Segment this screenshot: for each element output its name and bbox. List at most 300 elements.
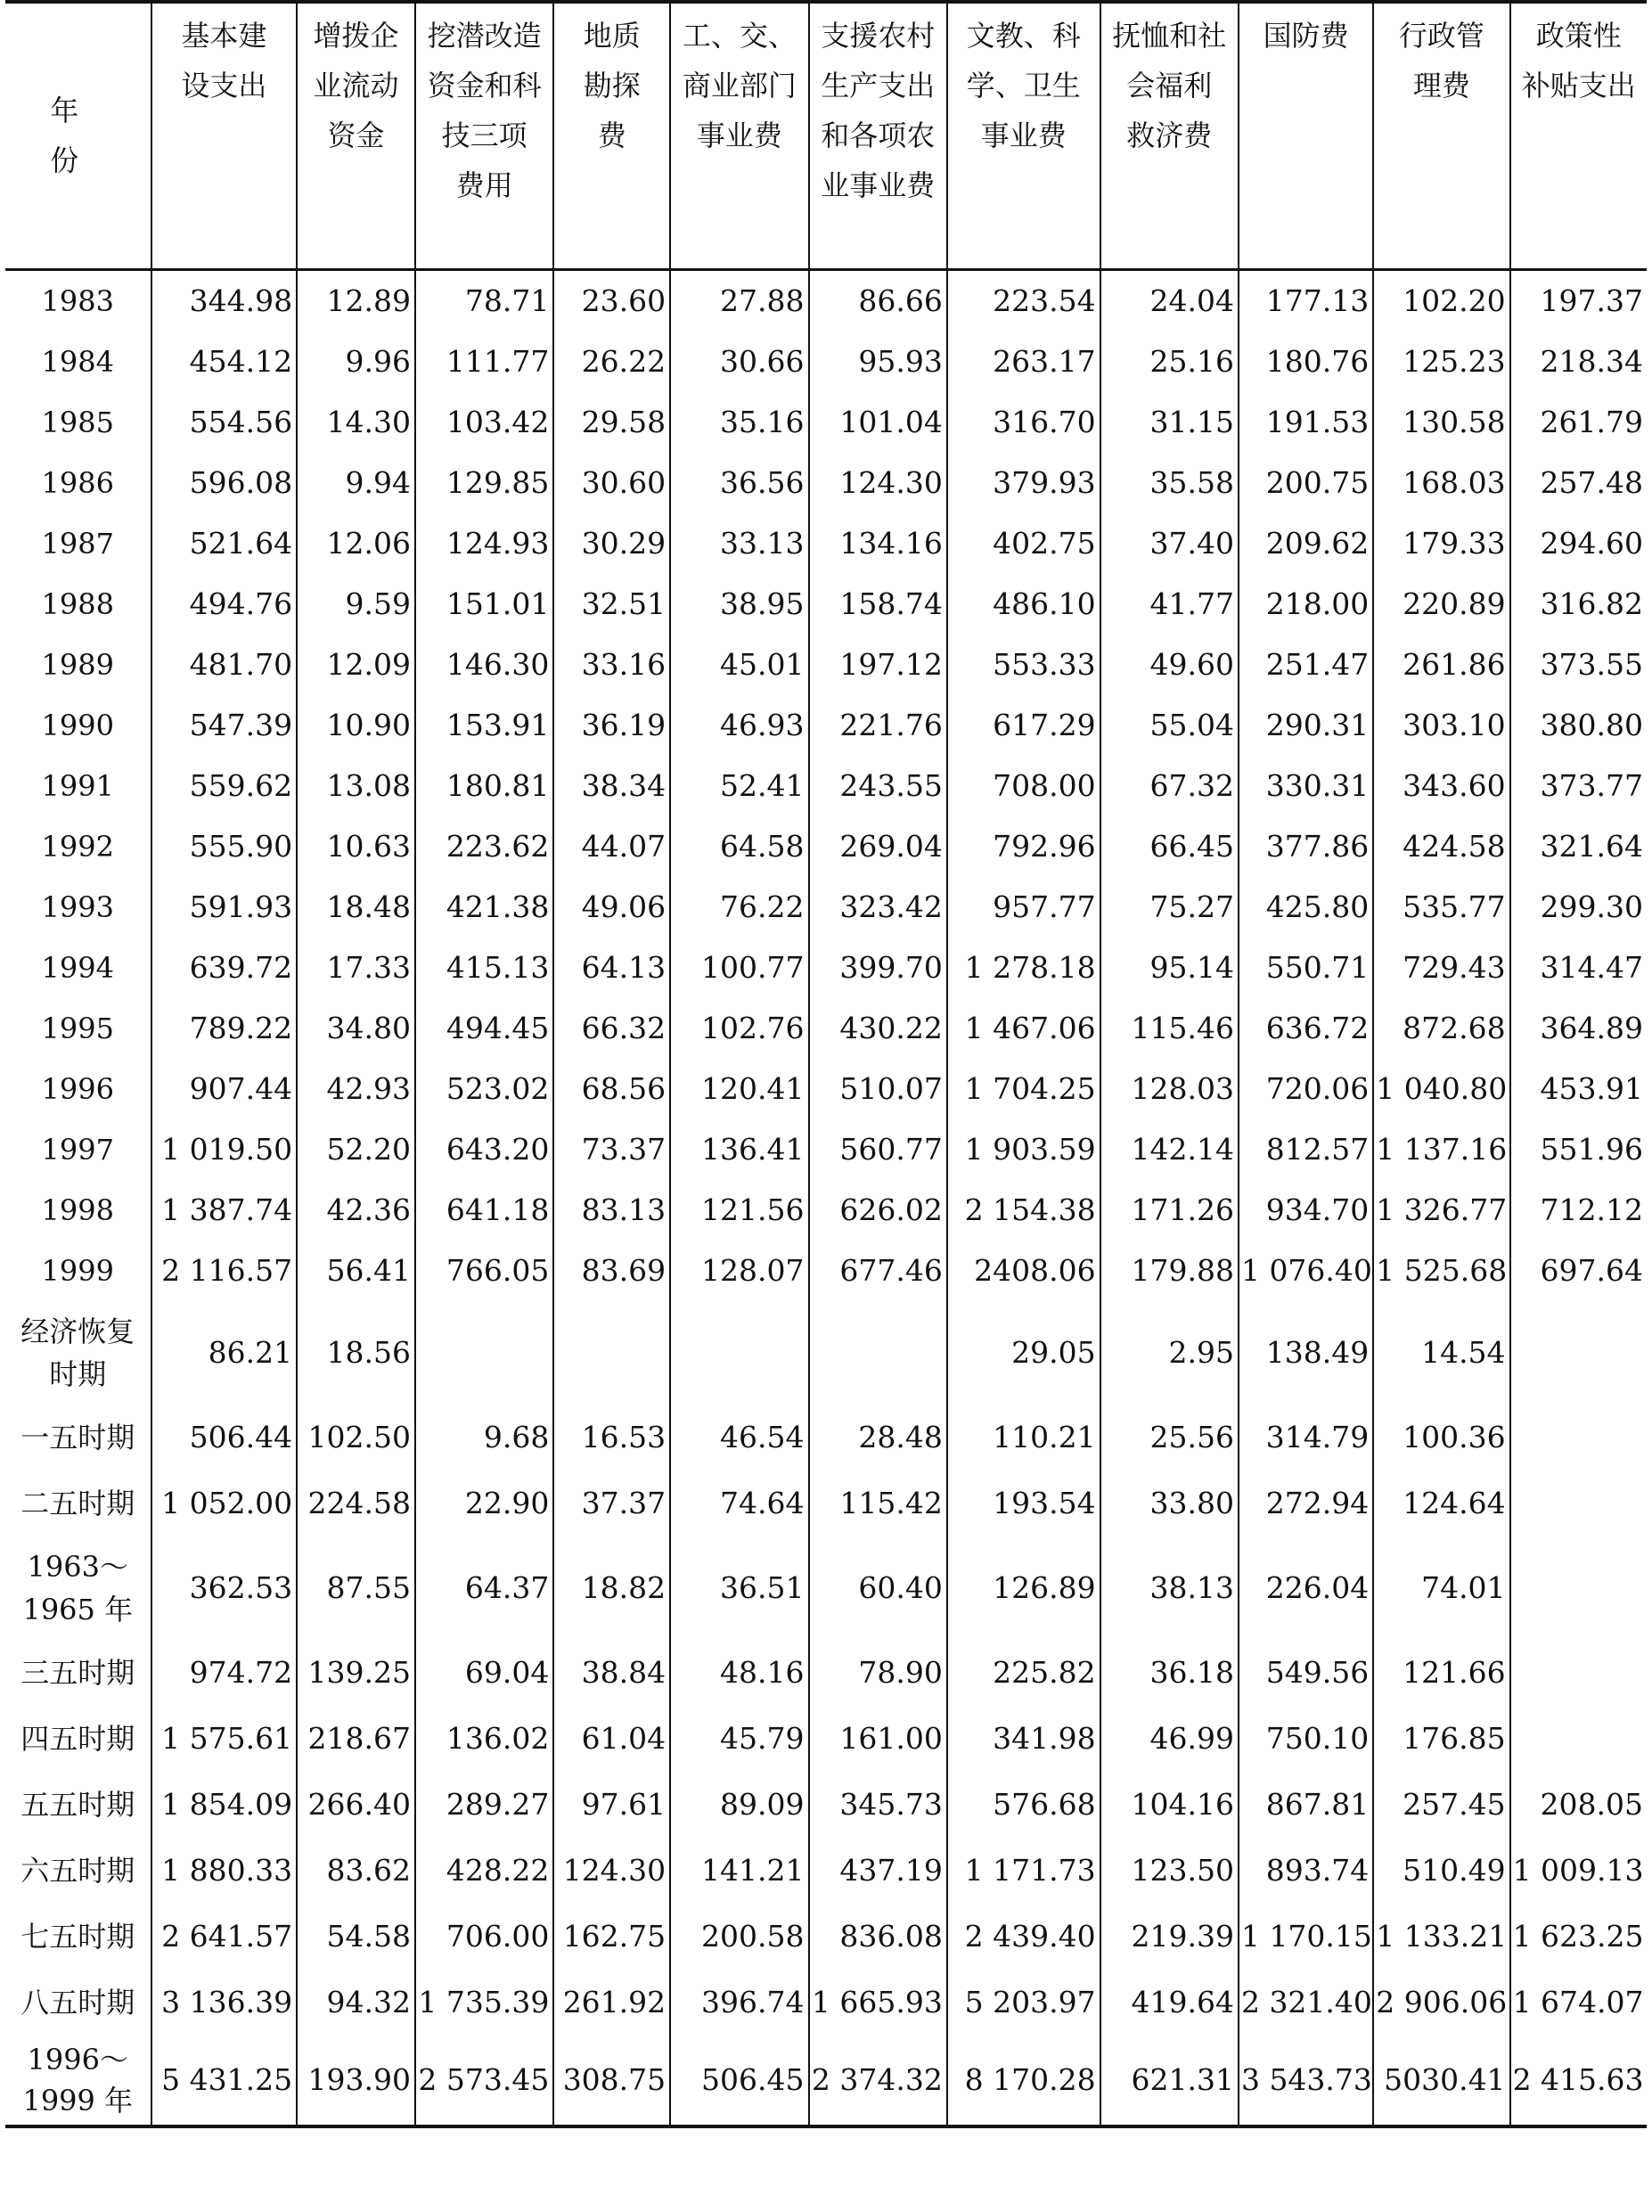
table-row [5,816,1647,877]
table-cell: 45.79 [670,1706,808,1772]
table-cell: 14.54 [1373,1301,1509,1405]
table-row [5,453,1647,513]
table-cell: 506.45 [670,2036,808,2126]
table-cell: 124.30 [809,453,947,513]
table-cell: 812.57 [1239,1119,1373,1180]
table-cell: 12.06 [297,513,415,574]
table-cell: 22.90 [415,1471,553,1536]
table-cell: 454.12 [151,332,298,392]
table-cell [1510,1640,1647,1706]
table-cell: 73.37 [553,1119,670,1180]
table-cell: 1 040.80 [1373,1059,1509,1119]
column-header: 文教、科 学、卫生 事业费 [947,2,1100,269]
table-cell: 261.79 [1510,392,1647,453]
table-cell: 523.02 [415,1059,553,1119]
table-row [5,2036,1647,2126]
column-header: 政策性 补贴支出 [1510,2,1647,269]
table-cell: 151.01 [415,574,553,635]
row-label: 1999 [41,1253,114,1288]
table-row [5,574,1647,635]
table-cell: 2 321.40 [1239,1970,1373,2036]
table-cell: 25.16 [1100,332,1239,392]
row-label: 经济恢复 时期 [20,1314,135,1391]
table-cell: 26.22 [553,332,670,392]
table-cell: 934.70 [1239,1180,1373,1241]
table-cell: 226.04 [1239,1536,1373,1640]
table-cell: 486.10 [947,574,1100,635]
table-cell: 415.13 [415,938,553,998]
row-label: 1983 [41,283,114,318]
table-row [5,269,1647,332]
table-cell: 223.62 [415,816,553,877]
table-cell: 33.80 [1100,1471,1239,1536]
table-cell: 56.41 [297,1241,415,1301]
table-cell: 13.08 [297,756,415,816]
table-cell: 46.93 [670,695,808,756]
table-cell: 42.93 [297,1059,415,1119]
table-cell: 303.10 [1373,695,1509,756]
table-cell: 83.69 [553,1241,670,1301]
table-row [5,998,1647,1059]
table-cell: 45.01 [670,635,808,695]
table-cell: 75.27 [1100,877,1239,938]
table-cell: 44.07 [553,816,670,877]
table-cell: 30.29 [553,513,670,574]
table-row [5,1180,1647,1241]
table-cell: 316.82 [1510,574,1647,635]
table-cell: 553.33 [947,635,1100,695]
table-cell: 64.37 [415,1536,553,1640]
table-cell: 1 674.07 [1510,1970,1647,2036]
table-cell: 5030.41 [1373,2036,1509,2126]
table-cell: 957.77 [947,877,1100,938]
table-cell: 425.80 [1239,877,1373,938]
table-cell: 708.00 [947,756,1100,816]
table-cell: 294.60 [1510,513,1647,574]
table-cell: 1 704.25 [947,1059,1100,1119]
table-cell: 136.02 [415,1706,553,1772]
row-label: 1995 [41,1011,114,1045]
table-cell: 266.40 [297,1772,415,1838]
table-cell: 221.76 [809,695,947,756]
table-cell: 697.64 [1510,1241,1647,1301]
table-cell: 68.56 [553,1059,670,1119]
row-label: 五五时期 [20,1787,135,1822]
table-cell: 191.53 [1239,392,1373,453]
table-cell: 52.20 [297,1119,415,1180]
table-cell: 97.61 [553,1772,670,1838]
row-label: 七五时期 [20,1919,135,1954]
table-row [5,1706,1647,1772]
table-cell: 419.64 [1100,1970,1239,2036]
column-header: 行政管 理费 [1373,2,1509,269]
table-cell: 269.04 [809,816,947,877]
table-cell: 547.39 [151,695,298,756]
table-cell: 25.56 [1100,1405,1239,1471]
table-cell: 33.13 [670,513,808,574]
table-cell: 171.26 [1100,1180,1239,1241]
table-cell: 402.75 [947,513,1100,574]
table-cell: 510.07 [809,1059,947,1119]
table-cell: 64.13 [553,938,670,998]
row-label: 1994 [41,950,114,985]
table-cell: 74.64 [670,1471,808,1536]
table-cell: 872.68 [1373,998,1509,1059]
table-cell: 344.98 [151,269,298,332]
table-row [5,332,1647,392]
table-cell: 299.30 [1510,877,1647,938]
table-cell: 257.48 [1510,453,1647,513]
table-cell: 142.14 [1100,1119,1239,1180]
table-cell: 64.58 [670,816,808,877]
table-cell: 38.95 [670,574,808,635]
table-cell: 31.15 [1100,392,1239,453]
table-cell: 23.60 [553,269,670,332]
table-cell: 510.49 [1373,1838,1509,1904]
table-cell: 1 052.00 [151,1471,298,1536]
table-cell: 134.16 [809,513,947,574]
table-cell: 494.76 [151,574,298,635]
table-cell: 158.74 [809,574,947,635]
table-cell: 104.16 [1100,1772,1239,1838]
table-cell: 1 467.06 [947,998,1100,1059]
table-cell: 706.00 [415,1904,553,1970]
row-label: 1991 [41,768,114,803]
table-cell: 86.21 [151,1301,298,1405]
table-cell: 789.22 [151,998,298,1059]
table-cell: 576.68 [947,1772,1100,1838]
table-cell: 86.66 [809,269,947,332]
table-cell: 89.09 [670,1772,808,1838]
table-cell: 2 573.45 [415,2036,553,2126]
table-cell: 87.55 [297,1536,415,1640]
table-cell: 193.54 [947,1471,1100,1536]
column-header: 国防费 [1239,2,1373,269]
table-cell: 46.54 [670,1405,808,1471]
table-cell: 49.06 [553,877,670,938]
table-cell: 123.50 [1100,1838,1239,1904]
table-cell: 9.59 [297,574,415,635]
table-cell: 17.33 [297,938,415,998]
table-cell: 110.21 [947,1405,1100,1471]
table-cell: 364.89 [1510,998,1647,1059]
table-cell: 34.80 [297,998,415,1059]
document-page [5,0,1647,2128]
table-cell: 115.42 [809,1471,947,1536]
table-cell: 180.76 [1239,332,1373,392]
table-cell [1510,1301,1647,1405]
table-cell: 380.80 [1510,695,1647,756]
table-cell: 129.85 [415,453,553,513]
table-cell: 103.42 [415,392,553,453]
table-cell: 111.77 [415,332,553,392]
table-cell: 481.70 [151,635,298,695]
table-cell: 35.16 [670,392,808,453]
table-cell: 37.40 [1100,513,1239,574]
table-cell: 42.36 [297,1180,415,1241]
table-cell: 14.30 [297,392,415,453]
table-body [5,269,1647,2126]
table-cell: 36.18 [1100,1640,1239,1706]
table-cell: 551.96 [1510,1119,1647,1180]
table-cell: 10.63 [297,816,415,877]
table-cell: 550.71 [1239,938,1373,998]
table-cell: 1 854.09 [151,1772,298,1838]
table-cell: 362.53 [151,1536,298,1640]
table-cell [670,1301,808,1405]
table-cell: 1 880.33 [151,1838,298,1904]
table-cell: 1 278.18 [947,938,1100,998]
table-cell: 130.58 [1373,392,1509,453]
table-cell: 66.45 [1100,816,1239,877]
table-cell: 74.01 [1373,1536,1509,1640]
table-cell: 29.05 [947,1301,1100,1405]
table-cell: 428.22 [415,1838,553,1904]
column-header: 工、交、 商业部门 事业费 [670,2,808,269]
table-cell: 2.95 [1100,1301,1239,1405]
table-cell: 617.29 [947,695,1100,756]
table-cell: 5 203.97 [947,1970,1100,2036]
table-cell [1510,1471,1647,1536]
table-cell: 218.00 [1239,574,1373,635]
column-header: 地质 勘探 费 [553,2,670,269]
table-row [5,1970,1647,2036]
table-cell: 1 133.21 [1373,1904,1509,1970]
row-label: 1987 [41,526,114,561]
table-cell: 1 076.40 [1239,1241,1373,1301]
row-label: 二五时期 [20,1486,135,1520]
row-label: 一五时期 [20,1420,135,1454]
table-row [5,635,1647,695]
table-cell: 272.94 [1239,1471,1373,1536]
table-row [5,877,1647,938]
row-label: 1963～ 1965 年 [22,1549,134,1626]
row-label: 1986 [41,465,114,500]
table-row [5,1772,1647,1838]
column-header-year: 年 份 [5,2,151,269]
table-cell [1510,1706,1647,1772]
table-cell: 209.62 [1239,513,1373,574]
column-header: 增拨企 业流动 资金 [297,2,415,269]
row-label: 1996～ 1999 年 [5,2036,151,2126]
table-cell: 115.46 [1100,998,1239,1059]
table-cell: 314.47 [1510,938,1647,998]
table-cell: 197.12 [809,635,947,695]
table-cell: 1 387.74 [151,1180,298,1241]
table-cell: 27.88 [670,269,808,332]
table-cell: 261.86 [1373,635,1509,695]
table-row [5,1640,1647,1706]
table-cell: 67.32 [1100,756,1239,816]
table-cell: 9.96 [297,332,415,392]
table-cell: 9.94 [297,453,415,513]
row-label: 1997 [41,1132,114,1167]
table-cell: 341.98 [947,1706,1100,1772]
table-row [5,1405,1647,1471]
table-cell: 1 623.25 [1510,1904,1647,1970]
table-cell: 1 137.16 [1373,1119,1509,1180]
table-cell: 2 641.57 [151,1904,298,1970]
row-label: 八五时期 [20,1985,135,2019]
table-cell: 343.60 [1373,756,1509,816]
table-row [5,1471,1647,1536]
table-cell: 396.74 [670,1970,808,2036]
table-cell: 867.81 [1239,1772,1373,1838]
table-cell: 36.56 [670,453,808,513]
table-cell: 124.93 [415,513,553,574]
table-cell: 554.56 [151,392,298,453]
table-cell: 2408.06 [947,1241,1100,1301]
table-cell: 208.05 [1510,1772,1647,1838]
table-cell: 289.27 [415,1772,553,1838]
table-cell: 94.32 [297,1970,415,2036]
table-cell: 750.10 [1239,1706,1373,1772]
table-cell: 1 575.61 [151,1706,298,1772]
table-cell: 138.49 [1239,1301,1373,1405]
column-header: 基本建 设支出 [151,2,298,269]
table-cell: 101.04 [809,392,947,453]
table-cell: 102.20 [1373,269,1509,332]
table-cell: 2 906.06 [1373,1970,1509,2036]
table-cell: 1 009.13 [1510,1838,1647,1904]
table-cell: 626.02 [809,1180,947,1241]
table-cell: 373.55 [1510,635,1647,695]
table-cell: 35.58 [1100,453,1239,513]
table-cell: 200.75 [1239,453,1373,513]
table-cell: 83.13 [553,1180,670,1241]
table-cell: 2 116.57 [151,1241,298,1301]
row-label: 1984 [41,344,114,379]
table-cell: 37.37 [553,1471,670,1536]
table-cell: 218.34 [1510,332,1647,392]
table-cell: 52.41 [670,756,808,816]
table-cell: 5 431.25 [151,2036,298,2126]
table-row [5,1059,1647,1119]
table-row [5,513,1647,574]
table-cell: 179.88 [1100,1241,1239,1301]
table-cell: 308.75 [553,2036,670,2126]
table-cell: 141.21 [670,1838,808,1904]
table-cell: 330.31 [1239,756,1373,816]
table-row [5,1241,1647,1301]
table-cell: 379.93 [947,453,1100,513]
table-cell: 220.89 [1373,574,1509,635]
table-cell [809,1301,947,1405]
table-cell: 639.72 [151,938,298,998]
row-label: 1985 [41,405,114,439]
table-cell: 153.91 [415,695,553,756]
table-cell [1510,1536,1647,1640]
table-cell: 377.86 [1239,816,1373,877]
table-cell: 146.30 [415,635,553,695]
table-cell: 399.70 [809,938,947,998]
table-cell: 437.19 [809,1838,947,1904]
table-cell: 102.76 [670,998,808,1059]
table-row [5,1904,1647,1970]
table-cell: 121.56 [670,1180,808,1241]
table-cell: 430.22 [809,998,947,1059]
table-cell: 720.06 [1239,1059,1373,1119]
table-cell: 38.13 [1100,1536,1239,1640]
table-cell: 76.22 [670,877,808,938]
table-row [5,392,1647,453]
table-cell: 261.92 [553,1970,670,2036]
table-cell: 102.50 [297,1405,415,1471]
table-cell: 41.77 [1100,574,1239,635]
table-cell: 1 525.68 [1373,1241,1509,1301]
table-cell: 453.91 [1510,1059,1647,1119]
table-cell: 494.45 [415,998,553,1059]
table-cell: 46.99 [1100,1706,1239,1772]
table-cell: 30.66 [670,332,808,392]
table-cell: 128.03 [1100,1059,1239,1119]
table-cell: 223.54 [947,269,1100,332]
table-cell: 907.44 [151,1059,298,1119]
table-cell: 677.46 [809,1241,947,1301]
table-row [5,1536,1647,1640]
table-cell: 560.77 [809,1119,947,1180]
table-cell: 162.75 [553,1904,670,1970]
table-cell: 224.58 [297,1471,415,1536]
table-cell: 66.32 [553,998,670,1059]
row-label: 1992 [41,829,114,864]
table-cell: 219.39 [1100,1904,1239,1970]
table-cell: 125.23 [1373,332,1509,392]
table-cell: 136.41 [670,1119,808,1180]
table-cell: 197.37 [1510,269,1647,332]
table-cell: 100.36 [1373,1405,1509,1471]
table-cell: 180.81 [415,756,553,816]
table-cell: 621.31 [1100,2036,1239,2126]
table-cell: 559.62 [151,756,298,816]
table-cell: 321.64 [1510,816,1647,877]
table-cell: 1 665.93 [809,1970,947,2036]
table-cell: 421.38 [415,877,553,938]
table-cell: 2 374.32 [809,2036,947,2126]
table-cell: 193.90 [297,2036,415,2126]
table-cell: 314.79 [1239,1405,1373,1471]
expenditure-table [5,0,1647,2128]
table-cell: 126.89 [947,1536,1100,1640]
table-row [5,756,1647,816]
table-cell: 712.12 [1510,1180,1647,1241]
header-row [5,2,1647,269]
row-label: 1989 [41,647,114,682]
column-header: 支援农村 生产支出 和各项农 业事业费 [809,2,947,269]
table-cell: 549.56 [1239,1640,1373,1706]
table-row [5,1301,1647,1405]
table-cell: 124.30 [553,1838,670,1904]
table-cell: 225.82 [947,1640,1100,1706]
row-label: 四五时期 [20,1721,135,1756]
table-cell: 424.58 [1373,816,1509,877]
row-label: 三五时期 [20,1655,135,1690]
table-cell: 95.14 [1100,938,1239,998]
table-cell: 38.84 [553,1640,670,1706]
table-cell: 36.51 [670,1536,808,1640]
row-label: 1988 [41,586,114,621]
table-cell: 177.13 [1239,269,1373,332]
table-cell: 8 170.28 [947,2036,1100,2126]
table-cell: 1 903.59 [947,1119,1100,1180]
table-cell: 61.04 [553,1706,670,1772]
table-cell: 1 170.15 [1239,1904,1373,1970]
table-cell: 18.82 [553,1536,670,1640]
table-cell: 161.00 [809,1706,947,1772]
table-cell: 316.70 [947,392,1100,453]
table-row [5,1119,1647,1180]
table-cell: 55.04 [1100,695,1239,756]
